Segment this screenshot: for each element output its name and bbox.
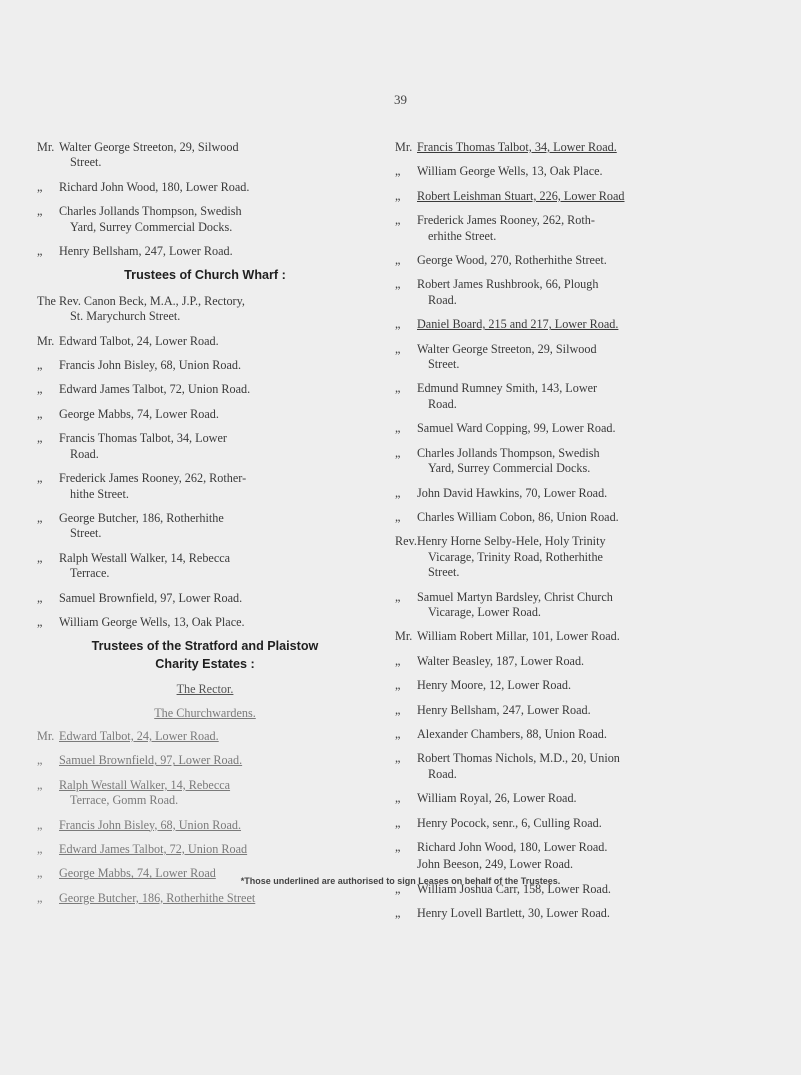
ditto-mark: „ <box>395 381 401 396</box>
list-item <box>37 471 373 502</box>
entry-text: William Joshua Carr, 158, Lower Road. <box>417 881 611 896</box>
ditto-mark: „ <box>395 906 401 921</box>
ditto-mark: „ <box>37 179 43 194</box>
right-column <box>395 140 727 931</box>
entry-text: Francis John Bisley, 68, Union Road. <box>59 358 242 373</box>
ditto-mark: „ <box>37 382 43 397</box>
list-item <box>395 421 727 436</box>
ditto-mark: „ <box>395 726 401 741</box>
entry-text: Henry Moore, 12, Lower Road. <box>417 678 571 693</box>
entry-continuation: Road. <box>428 766 457 781</box>
entry-continuation: Street. <box>70 155 102 170</box>
list-item <box>395 164 727 179</box>
list-item <box>395 140 727 155</box>
list-item <box>395 751 727 782</box>
ditto-mark: „ <box>37 590 43 605</box>
entry-text: George Butcher, 186, Rotherhithe Street <box>59 890 256 905</box>
section-subheading-stratford: Charity Estates : <box>155 656 255 671</box>
ditto-mark: „ <box>395 702 401 717</box>
list-item <box>395 277 727 308</box>
entry-text: Daniel Board, 215 and 217, Lower Road. <box>417 317 619 332</box>
title-mark: Mr. <box>37 333 55 348</box>
ditto-mark: „ <box>395 653 401 668</box>
entry-continuation: Vicarage, Trinity Road, Rotherhithe <box>428 549 603 564</box>
entry-text: Samuel Ward Copping, 99, Lower Road. <box>417 421 616 436</box>
list-item <box>395 253 727 268</box>
entry-text: George Butcher, 186, Rotherhithe <box>59 510 224 525</box>
ditto-mark: „ <box>395 881 401 896</box>
entry-continuation: Road. <box>428 292 457 307</box>
entry-text: Robert Leishman Stuart, 226, Lower Road <box>417 188 625 203</box>
left-column <box>37 140 373 915</box>
ditto-mark: „ <box>395 815 401 830</box>
list-item <box>37 778 373 809</box>
entry-text: Henry Pocock, senr., 6, Culling Road. <box>417 815 602 830</box>
ditto-mark: „ <box>395 840 401 854</box>
section-heading-church-wharf: Trustees of Church Wharf : <box>124 268 286 283</box>
entry-continuation: Terrace, Gomm Road. <box>70 793 179 808</box>
entry-text: Frederick James Rooney, 262, Roth- <box>417 213 595 228</box>
entry-text: Samuel Brownfield, 97, Lower Road. <box>59 590 243 605</box>
entry-text: Robert James Rushbrook, 66, Plough <box>417 277 599 292</box>
entry-continuation: Terrace. <box>70 566 110 581</box>
title-mark: Mr. <box>37 728 55 743</box>
entry-continuation: Street. <box>70 526 102 541</box>
list-item <box>37 382 373 397</box>
ditto-mark: „ <box>37 866 43 881</box>
list-item <box>37 204 373 235</box>
ditto-mark: „ <box>395 485 401 500</box>
entry-continuation: St. Marychurch Street. <box>70 309 181 324</box>
list-item <box>395 703 727 718</box>
entry-text: Edward Talbot, 24, Lower Road. <box>59 333 219 348</box>
entry-continuation: Road. <box>70 446 99 461</box>
ditto-mark: „ <box>37 431 43 446</box>
entry-text: Francis Thomas Talbot, 34, Lower <box>59 431 227 446</box>
ditto-mark: „ <box>395 164 401 179</box>
entry-continuation: erhithe Street. <box>428 228 497 243</box>
entry-text: Richard John Wood, 180, Lower Road. <box>417 840 608 854</box>
entry-text: Edmund Rumney Smith, 143, Lower <box>417 381 598 396</box>
ditto-mark: „ <box>395 791 401 806</box>
ditto-mark: „ <box>37 842 43 856</box>
ditto-mark: „ <box>395 277 401 292</box>
list-item <box>395 213 727 244</box>
entry-continuation: hithe Street. <box>70 486 129 501</box>
entry-continuation: Vicarage, Lower Road. <box>428 604 541 619</box>
entry-continuation: Road. <box>428 396 457 411</box>
ditto-mark: „ <box>37 358 43 373</box>
list-item <box>37 818 373 833</box>
entry-text: Walter Beasley, 187, Lower Road. <box>417 653 585 668</box>
entry-text: William George Wells, 13, Oak Place. <box>59 614 245 629</box>
list-item <box>395 791 727 806</box>
entry-text: Charles Jollands Thompson, Swedish <box>417 445 600 460</box>
entry-text: Samuel Brownfield, 97, Lower Road. <box>59 753 243 768</box>
entry-text: William Royal, 26, Lower Road. <box>417 791 577 806</box>
entry-text: Richard John Wood, 180, Lower Road. <box>59 179 250 194</box>
list-item <box>395 534 727 580</box>
ditto-mark: „ <box>37 817 43 832</box>
ditto-mark: „ <box>37 244 43 259</box>
entry-text: Francis Thomas Talbot, 34, Lower Road. <box>417 140 617 154</box>
entry-text: George Mabbs, 74, Lower Road. <box>59 406 219 421</box>
list-item <box>37 591 373 606</box>
churchwardens-line <box>37 706 373 721</box>
ditto-mark: „ <box>395 445 401 460</box>
entry-text: George Wood, 270, Rotherhithe Street. <box>417 253 607 268</box>
title-mark: The <box>37 293 56 308</box>
entry-text: Rev. Canon Beck, M.A., J.P., Rectory, <box>59 293 245 308</box>
ditto-mark: „ <box>395 589 401 604</box>
entry-text: Ralph Westall Walker, 14, Rebecca <box>59 550 231 565</box>
entry-text: George Mabbs, 74, Lower Road <box>59 866 216 881</box>
list-item <box>395 486 727 501</box>
entry-text: Henry Bellsham, 247, Lower Road. <box>59 244 233 259</box>
ditto-mark: „ <box>395 341 401 356</box>
list-item <box>395 857 727 872</box>
ditto-mark: „ <box>37 510 43 525</box>
footnote: *Those underlined are authorised to sign Leases on behalf of the Trustees. <box>240 876 561 886</box>
list-item <box>37 358 373 373</box>
list-item <box>37 753 373 768</box>
list-item <box>37 294 373 325</box>
list-item <box>37 180 373 195</box>
entry-text: Walter George Streeton, 29, Silwood <box>59 140 239 154</box>
list-item <box>37 334 373 349</box>
entry-continuation: Street. <box>428 565 460 580</box>
entry-text: Robert Thomas Nichols, M.D., 20, Union <box>417 751 620 766</box>
list-item <box>37 431 373 462</box>
ditto-mark: „ <box>395 678 401 693</box>
ditto-mark: „ <box>395 751 401 766</box>
list-item <box>37 615 373 630</box>
ditto-mark: „ <box>395 213 401 228</box>
ditto-mark: „ <box>37 204 43 219</box>
entry-text: Walter George Streeton, 29, Silwood <box>417 341 597 356</box>
entry-text: Alexander Chambers, 88, Union Road. <box>417 726 607 741</box>
ditto-mark: „ <box>37 550 43 565</box>
ditto-mark: „ <box>395 421 401 436</box>
list-item <box>395 317 727 332</box>
entry-text: John David Hawkins, 70, Lower Road. <box>417 485 608 500</box>
rector-line <box>37 682 373 697</box>
list-item <box>37 891 373 906</box>
entry-continuation: Yard, Surrey Commercial Docks. <box>70 219 233 234</box>
list-item <box>395 727 727 742</box>
entry-text: Ralph Westall Walker, 14, Rebecca <box>59 777 231 792</box>
entry-text: Samuel Martyn Bardsley, Christ Church <box>417 589 613 604</box>
list-item <box>37 511 373 542</box>
list-item <box>395 590 727 621</box>
list-item <box>395 840 727 855</box>
entry-text: Charles William Cobon, 86, Union Road. <box>417 509 619 524</box>
list-item <box>395 381 727 412</box>
list-item <box>395 678 727 693</box>
list-item <box>37 842 373 857</box>
ditto-mark: „ <box>395 188 401 203</box>
entry-text: Francis John Bisley, 68, Union Road. <box>59 817 242 832</box>
entry-text: William George Wells, 13, Oak Place. <box>417 164 603 179</box>
churchwardens-text: The Churchwardens. <box>154 705 256 720</box>
entry-text: Charles Jollands Thompson, Swedish <box>59 204 242 219</box>
list-item <box>395 816 727 831</box>
title-mark: Mr. <box>395 629 413 644</box>
list-item <box>395 629 727 644</box>
title-mark: Rev. <box>395 534 417 549</box>
entry-text: William Robert Millar, 101, Lower Road. <box>417 629 620 644</box>
entry-text: Edward James Talbot, 72, Union Road. <box>59 382 251 397</box>
title-mark: Mr. <box>395 140 413 154</box>
ditto-mark: „ <box>37 753 43 768</box>
rector-text: The Rector. <box>176 682 234 697</box>
ditto-mark: „ <box>395 317 401 332</box>
list-item <box>395 342 727 373</box>
ditto-mark: „ <box>37 471 43 486</box>
section-heading-stratford: Trustees of the Stratford and Plaistow <box>91 639 319 654</box>
entry-text: Edward Talbot, 24, Lower Road. <box>59 728 219 743</box>
entry-text: Henry Lovell Bartlett, 30, Lower Road. <box>417 906 610 921</box>
entry-text: Henry Bellsham, 247, Lower Road. <box>417 702 591 717</box>
list-item <box>395 654 727 669</box>
ditto-mark: „ <box>37 614 43 629</box>
list-item <box>395 446 727 477</box>
ditto-mark: „ <box>37 406 43 421</box>
ditto-mark: „ <box>395 509 401 524</box>
ditto-mark: „ <box>37 890 43 905</box>
list-item <box>37 407 373 422</box>
title-mark: Mr. <box>37 140 55 154</box>
list-item <box>37 729 373 744</box>
entry-continuation: Yard, Surrey Commercial Docks. <box>428 461 591 476</box>
entry-continuation: Street. <box>428 357 460 372</box>
entry-text: John Beeson, 249, Lower Road. <box>417 857 574 872</box>
ditto-mark: „ <box>395 253 401 268</box>
entry-text: Edward James Talbot, 72, Union Road <box>59 842 248 856</box>
ditto-mark: „ <box>37 777 43 792</box>
entry-text: Henry Horne Selby-Hele, Holy Trinity <box>417 534 606 549</box>
list-item <box>37 551 373 582</box>
list-item <box>395 510 727 525</box>
list-item <box>37 140 373 171</box>
list-item <box>37 244 373 259</box>
page-number: 39 <box>394 92 407 107</box>
list-item <box>395 906 727 921</box>
entry-text: Frederick James Rooney, 262, Rother- <box>59 471 247 486</box>
list-item <box>395 189 727 204</box>
